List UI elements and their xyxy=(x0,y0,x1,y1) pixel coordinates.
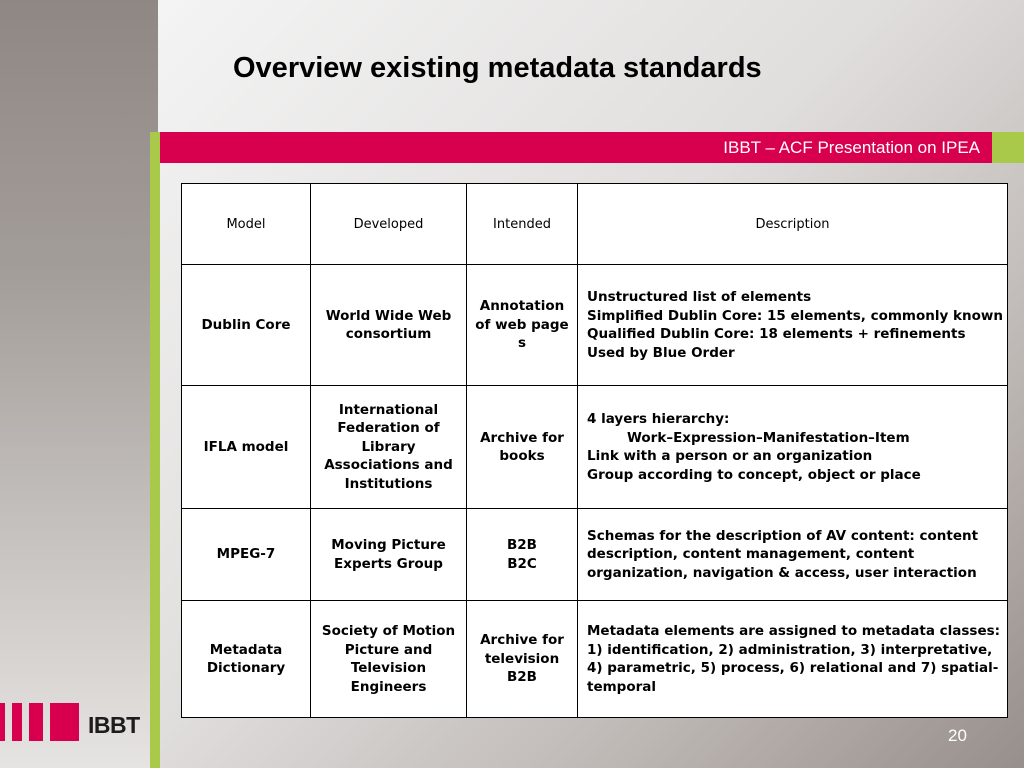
left-panel xyxy=(0,0,158,768)
header-description: Description xyxy=(578,184,1008,265)
description-line: Qualified Dublin Core: 18 elements + refinements xyxy=(587,326,966,342)
green-accent-bar xyxy=(150,132,160,768)
page-number: 20 xyxy=(948,726,967,745)
intended-cell: Archive for books xyxy=(467,386,578,509)
description-line: Simplified Dublin Core: 15 elements, commonly known xyxy=(587,307,1003,324)
table-row xyxy=(182,265,1008,386)
description-line: Metadata elements are assigned to metadata classes: xyxy=(587,623,1001,639)
table-row xyxy=(182,601,1008,718)
description-cell xyxy=(578,601,1008,718)
description-line: Used by Blue Order xyxy=(587,344,735,361)
developed-cell: Moving Picture Experts Group xyxy=(311,509,467,601)
table-row xyxy=(182,386,1008,509)
green-accent-corner xyxy=(992,132,1024,163)
model-cell: Metadata Dictionary xyxy=(182,601,311,718)
logo-stripe xyxy=(29,703,43,741)
intended-cell: Archive for television B2B xyxy=(467,601,578,718)
header-developed: Developed xyxy=(311,184,467,265)
metadata-standards-table xyxy=(181,183,1008,718)
model-cell: Dublin Core xyxy=(182,265,311,386)
banner: IBBT – ACF Presentation on IPEA xyxy=(160,132,992,163)
description-line: 4 layers hierarchy: xyxy=(587,411,730,427)
developed-cell: Society of Motion Picture and Television Engineers xyxy=(311,601,467,718)
header-intended: Intended xyxy=(467,184,578,265)
logo-stripe xyxy=(0,703,5,741)
intended-cell: Annotation of web pages xyxy=(467,265,578,386)
developed-cell: International Federation of Library Associations and Institutions xyxy=(311,386,467,509)
description-cell xyxy=(578,265,1008,386)
header-model: Model xyxy=(182,184,311,265)
developed-cell: World Wide Web consortium xyxy=(311,265,467,386)
logo-text: IBBT xyxy=(88,712,140,738)
table-row xyxy=(182,509,1008,601)
table-header-row xyxy=(182,184,1008,265)
description-line: Schemas for the description of AV content: content description, content management, content organization, navigation & access, user interaction xyxy=(587,527,979,581)
description-line: Work–Expression–Manifestation–Item xyxy=(627,429,910,446)
intended-cell: B2B B2C xyxy=(467,509,578,601)
description-line: 1) identification, 2) administration, 3) interpretative, 4) parametric, 5) process, 6) relational and 7) spatial-temporal xyxy=(587,641,999,695)
slide-title: Overview existing metadata standards xyxy=(233,52,762,84)
description-cell xyxy=(578,509,1008,601)
logo-stripe xyxy=(50,703,79,741)
model-cell: MPEG-7 xyxy=(182,509,311,601)
description-line: Unstructured list of elements xyxy=(587,289,812,305)
description-cell xyxy=(578,386,1008,509)
description-line: Link with a person or an organization xyxy=(587,448,873,464)
description-line: Group according to concept, object or place xyxy=(587,466,921,483)
logo-stripe xyxy=(12,703,22,741)
model-cell: IFLA model xyxy=(182,386,311,509)
